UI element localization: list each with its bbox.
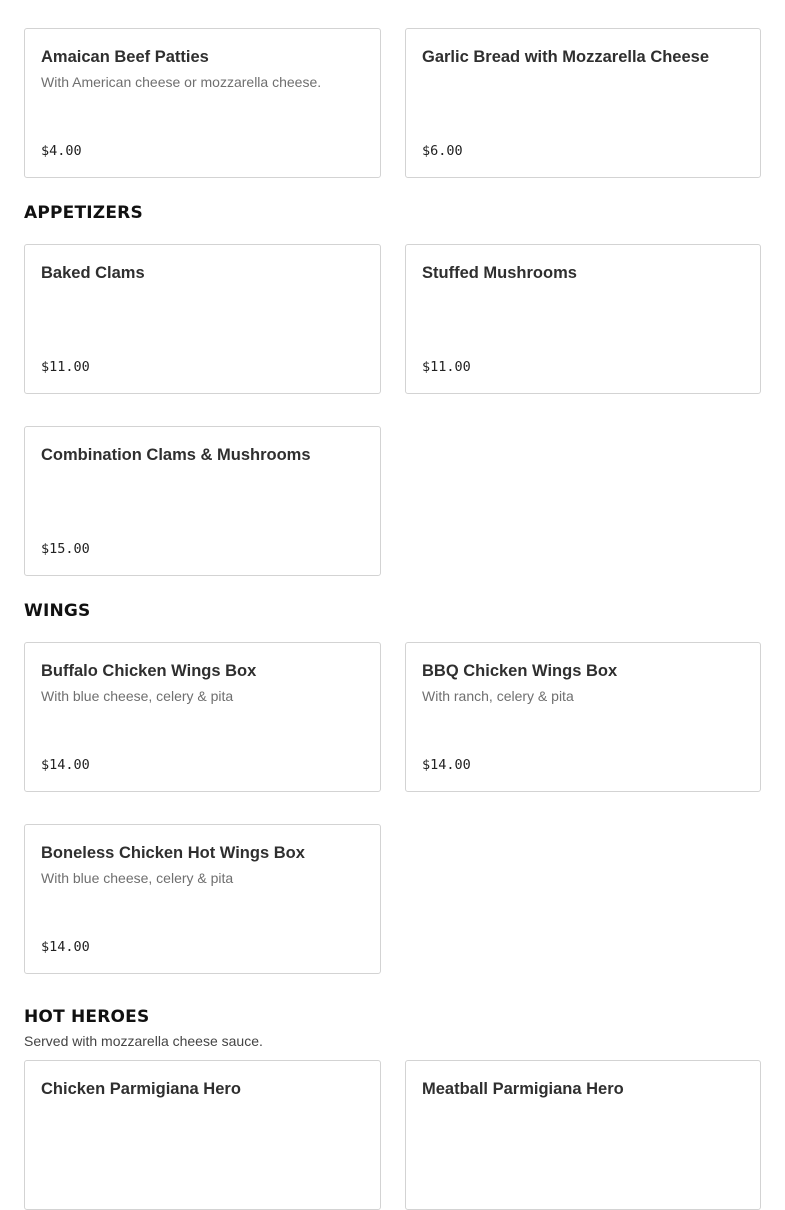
- section-title-hot-heroes: HOT HEROES: [24, 1007, 150, 1027]
- menu-item-card[interactable]: [24, 642, 381, 792]
- item-name: Chicken Parmigiana Hero: [41, 1080, 241, 1098]
- menu-item-card[interactable]: [405, 642, 761, 792]
- item-price: $15.00: [41, 541, 90, 557]
- item-description: With ranch, celery & pita: [422, 688, 574, 704]
- menu-section-top-items: [24, 28, 761, 178]
- menu-item-card[interactable]: [405, 28, 761, 178]
- menu-item-card[interactable]: [24, 244, 381, 394]
- item-price: $4.00: [41, 143, 82, 159]
- item-description: With blue cheese, celery & pita: [41, 688, 234, 704]
- section-subtitle: Served with mozzarella cheese sauce.: [24, 1033, 263, 1049]
- menu-section-wings: [24, 642, 761, 974]
- item-price: $14.00: [422, 757, 471, 773]
- menu-item-card[interactable]: [24, 426, 381, 576]
- menu-item-card[interactable]: [24, 824, 381, 974]
- item-description: With American cheese or mozzarella cheese.: [41, 74, 322, 90]
- menu-section-appetizers: [24, 244, 761, 576]
- item-price: $6.00: [422, 143, 463, 159]
- menu-item-card[interactable]: [24, 28, 381, 178]
- item-name: Garlic Bread with Mozzarella Cheese: [422, 48, 710, 66]
- item-name: Combination Clams & Mushrooms: [41, 446, 311, 464]
- section-title-wings: WINGS: [24, 601, 91, 621]
- item-name: Meatball Parmigiana Hero: [422, 1080, 624, 1098]
- item-price: $11.00: [41, 359, 90, 375]
- section-title-appetizers: APPETIZERS: [24, 203, 143, 223]
- item-price: $11.00: [422, 359, 471, 375]
- item-price: $14.00: [41, 939, 90, 955]
- item-name: Buffalo Chicken Wings Box: [41, 662, 257, 680]
- menu-list: [24, 28, 761, 1210]
- item-description: With blue cheese, celery & pita: [41, 870, 234, 886]
- item-name: Baked Clams: [41, 264, 145, 282]
- menu-item-card[interactable]: [405, 244, 761, 394]
- menu-item-card[interactable]: [405, 1060, 761, 1210]
- item-name: Stuffed Mushrooms: [422, 264, 577, 282]
- item-name: Amaican Beef Patties: [41, 48, 209, 66]
- item-price: $14.00: [41, 757, 90, 773]
- menu-section-hot-heroes: [24, 1060, 761, 1210]
- item-name: Boneless Chicken Hot Wings Box: [41, 844, 305, 862]
- item-name: BBQ Chicken Wings Box: [422, 662, 618, 680]
- menu-item-card[interactable]: [24, 1060, 381, 1210]
